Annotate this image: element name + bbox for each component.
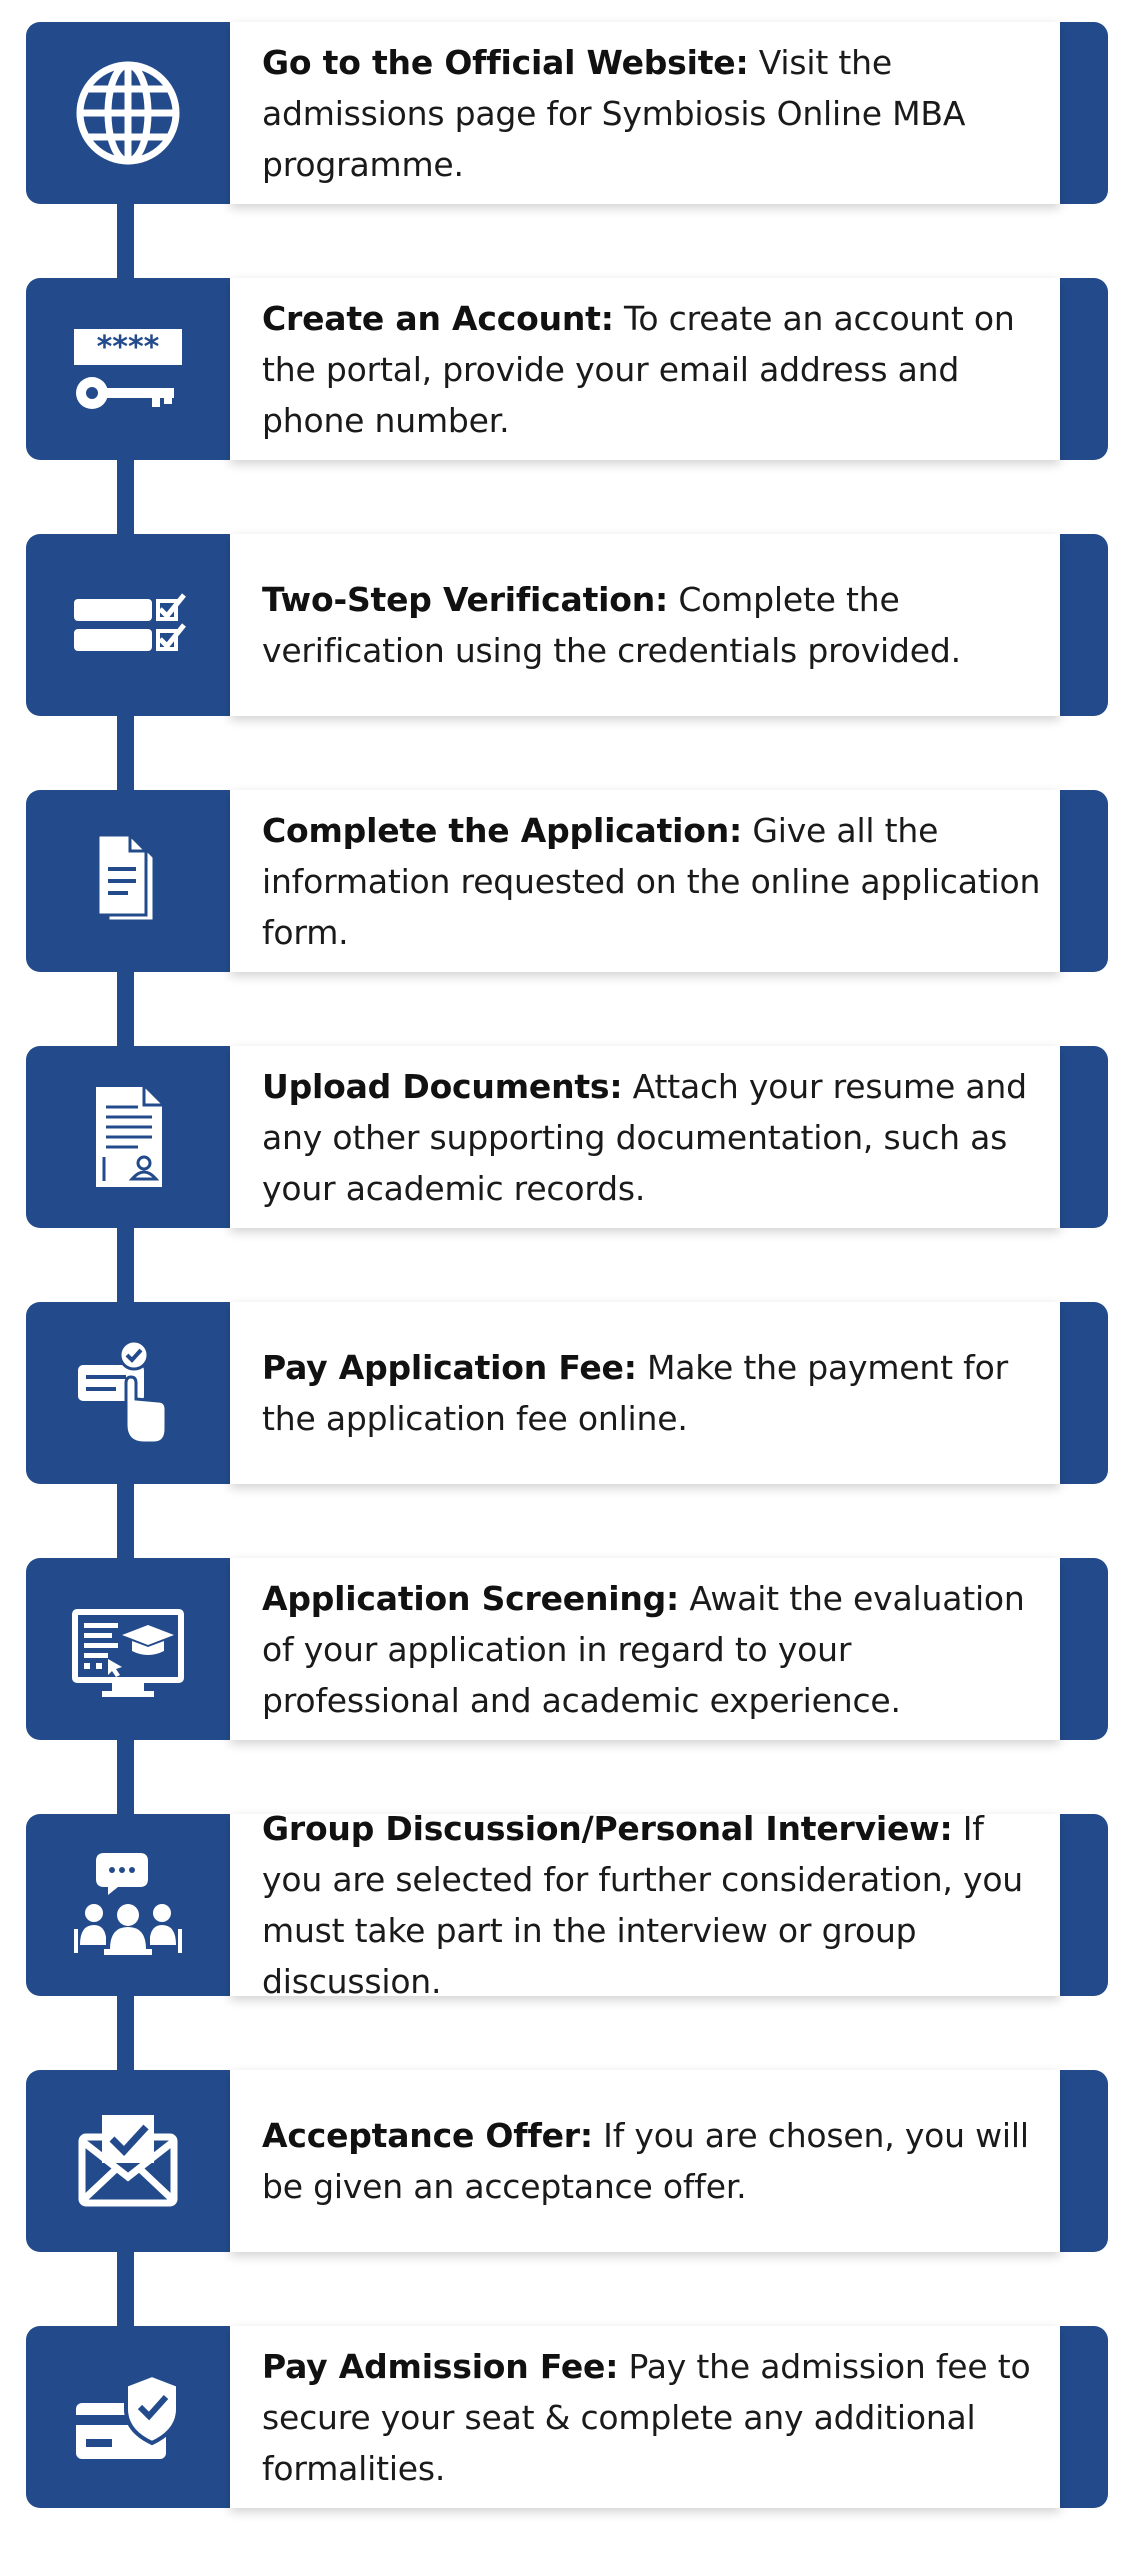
step-title: Application Screening: xyxy=(262,1578,680,1618)
step-text: Attach your resume and any other supporting documentation, such as your academic records. xyxy=(262,1066,1027,1208)
resume-document-icon xyxy=(68,1077,188,1197)
step-icon-box xyxy=(26,22,230,204)
step-text: Complete the verification using the credentials provided. xyxy=(262,580,961,670)
step-upload-documents xyxy=(26,1046,1108,1228)
connector-line xyxy=(117,1482,134,1560)
step-text: If you are selected for further consideration, you must take part in the interview or group discussion. xyxy=(262,1809,1024,2001)
step-official-website xyxy=(26,22,1108,204)
step-pay-application-fee xyxy=(26,1302,1108,1484)
step-description xyxy=(262,2341,1050,2494)
step-icon-box xyxy=(26,1814,230,1996)
step-icon-box xyxy=(26,2070,230,2252)
step-application-screening xyxy=(26,1558,1108,1740)
documents-icon xyxy=(68,821,188,941)
step-icon-box xyxy=(26,2326,230,2508)
step-description xyxy=(262,37,1050,190)
step-title: Group Discussion/Personal Interview: xyxy=(262,1809,953,1848)
step-description xyxy=(262,574,1050,676)
step-text: To create an account on the portal, provide your email address and phone number. xyxy=(262,298,1015,440)
connector-line xyxy=(117,458,134,536)
connector-line xyxy=(117,1994,134,2072)
step-description xyxy=(262,1803,1050,2007)
step-title: Create an Account: xyxy=(262,298,614,338)
step-description xyxy=(262,1573,1050,1726)
step-title: Acceptance Offer: xyxy=(262,2116,593,2155)
step-pay-admission-fee xyxy=(26,2326,1108,2508)
step-text: If you are chosen, you will be given an acceptance offer. xyxy=(262,2116,1029,2206)
step-acceptance-offer xyxy=(26,2070,1108,2252)
step-title: Two-Step Verification: xyxy=(262,580,669,619)
step-description xyxy=(262,293,1050,446)
step-complete-application xyxy=(26,790,1108,972)
step-card xyxy=(230,278,1060,460)
step-text: Await the evaluation of your application in regard to your professional and academic experience. xyxy=(262,1578,1025,1720)
step-card xyxy=(230,22,1060,204)
step-icon-box xyxy=(26,534,230,716)
payment-tap-icon xyxy=(68,1333,188,1453)
step-create-account xyxy=(26,278,1108,460)
step-text: Give all the information requested on the online application form. xyxy=(262,810,1041,952)
step-card xyxy=(230,1558,1060,1740)
step-card xyxy=(230,1046,1060,1228)
group-discussion-icon xyxy=(68,1845,188,1965)
connector-line xyxy=(117,1738,134,1816)
connector-line xyxy=(117,1226,134,1304)
svg-text:****: **** xyxy=(96,330,160,365)
step-description xyxy=(262,1342,1050,1444)
step-description xyxy=(262,1061,1050,1214)
step-icon-box xyxy=(26,790,230,972)
step-title: Upload Documents: xyxy=(262,1066,623,1106)
connector-line xyxy=(117,970,134,1048)
step-text: Make the payment for the application fee online. xyxy=(262,1348,1008,1438)
step-title: Pay Admission Fee: xyxy=(262,2346,619,2386)
connector-line xyxy=(117,714,134,792)
step-title: Complete the Application: xyxy=(262,810,743,850)
checklist-icon xyxy=(68,565,188,685)
step-title: Go to the Official Website: xyxy=(262,42,749,82)
step-card xyxy=(230,790,1060,972)
step-group-discussion xyxy=(26,1809,1108,2001)
step-icon-box xyxy=(26,278,230,460)
step-description xyxy=(262,2110,1050,2212)
connector-line xyxy=(117,2250,134,2328)
connector-line xyxy=(117,202,134,280)
step-icon-box xyxy=(26,1302,230,1484)
step-icon-box xyxy=(26,1046,230,1228)
step-card xyxy=(230,2070,1060,2252)
envelope-check-icon xyxy=(68,2101,188,2221)
step-card xyxy=(230,2326,1060,2508)
card-shield-icon xyxy=(68,2357,188,2477)
step-two-step-verification xyxy=(26,534,1108,716)
step-text: Visit the admissions page for Symbiosis Online MBA programme. xyxy=(262,42,966,184)
step-title: Pay Application Fee: xyxy=(262,1348,637,1387)
step-card xyxy=(230,1809,1060,2001)
globe-icon xyxy=(68,53,188,173)
step-icon-box xyxy=(26,1558,230,1740)
monitor-graduation-icon xyxy=(68,1589,188,1709)
step-text: Pay the admission fee to secure your seat & complete any additional formalities. xyxy=(262,2346,1031,2488)
password-key-icon xyxy=(68,309,188,429)
step-card xyxy=(230,1302,1060,1484)
step-description xyxy=(262,805,1050,958)
step-card xyxy=(230,534,1060,716)
